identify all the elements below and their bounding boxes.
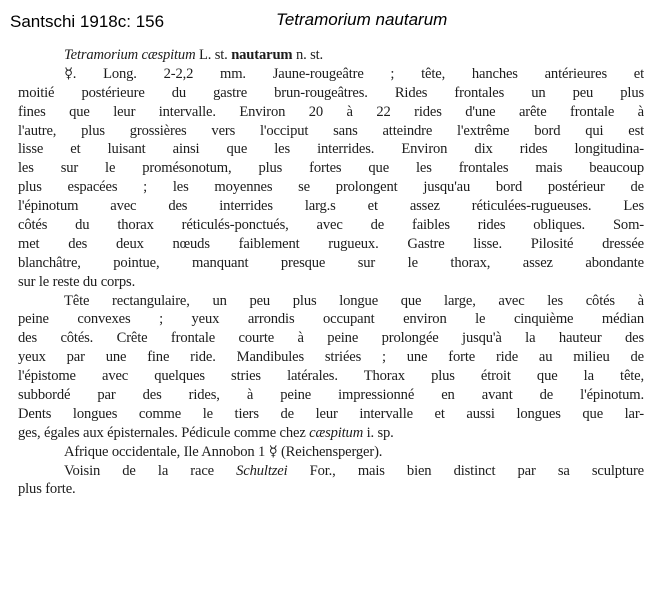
title-status: n. st. bbox=[295, 47, 324, 63]
species-ref-schultzei: Schultzei bbox=[236, 462, 288, 479]
title-name: nautarum bbox=[231, 47, 293, 63]
text-line bbox=[18, 462, 644, 481]
text-line: lisse et luisant ainsi que les interrides. Environ dix rides longitudina- bbox=[18, 141, 644, 158]
citation-label: Santschi 1918c: 156 bbox=[10, 12, 165, 31]
text-line: Tête rectangulaire, un peu plus longue que large, avec les côtés à bbox=[64, 292, 644, 309]
figure-header bbox=[10, 8, 650, 36]
text-line: sur le reste du corps. bbox=[18, 273, 136, 290]
text-line: moitié postérieure du gastre brun-rougeâtres. Rides frontales un peu plus bbox=[18, 84, 644, 101]
text-line: des côtés. Crête frontale courte à peine prolongée jusqu'à la hauteur des bbox=[18, 330, 644, 347]
title-author: L. st. bbox=[198, 47, 228, 63]
text-line: plus forte. bbox=[18, 481, 76, 498]
text-line: les sur le promésonotum, plus fortes que les frontales mais beaucoup bbox=[18, 160, 644, 177]
text-line: l'autre, plus grossières vers l'occiput sans atteindre l'extrême bord qui est bbox=[18, 122, 644, 139]
species-ref-caespitum: cæspitum bbox=[309, 424, 364, 441]
text-line-end: i. sp. bbox=[366, 424, 394, 441]
text-line: ☿. Long. 2-2,2 mm. Jaune-rougeâtre ; tête, hanches antérieures et bbox=[64, 65, 644, 82]
text-line-start: Voisin de la race bbox=[64, 462, 214, 479]
text-line: yeux par une fine ride. Mandibules striées ; une forte ride au milieu de bbox=[18, 349, 644, 366]
text-line: blanchâtre, pointue, manquant presque sur le thorax, assez abondante bbox=[18, 254, 644, 271]
text-line-end: For., mais bien distinct par sa sculpture bbox=[309, 462, 644, 479]
text-line: côtés du thorax réticulés-ponctués, avec de faibles rides obliques. Som- bbox=[18, 217, 644, 234]
text-line-start: ges, égales aux épisternales. Pédicule comme chez bbox=[18, 424, 306, 441]
text-line: Dents longues comme le tiers de leur intervalle et aussi longues que lar- bbox=[18, 405, 644, 422]
text-line: plus espacées ; les moyennes se prolongent jusqu'au bord postérieur de bbox=[18, 179, 644, 196]
locality-line: Afrique occidentale, Ile Annobon 1 ☿ (Reichensperger). bbox=[64, 443, 383, 460]
text-line: met des deux nœuds faiblement rugueux. Gastre lisse. Pilosité dressée bbox=[18, 235, 644, 252]
text-line: l'épistome avec quelques stries latérales. Thorax plus étroit que la tête, bbox=[18, 368, 644, 385]
taxon-label: Tetramorium nautarum bbox=[276, 10, 448, 29]
scanned-text-block bbox=[18, 46, 644, 586]
text-line: l'épinotum avec des interrides larg.s et assez réticulées-rugueuses. Les bbox=[18, 198, 644, 215]
text-line: peine convexes ; yeux arrondis occupant environ le cinquième médian bbox=[18, 311, 644, 328]
text-line bbox=[18, 424, 644, 443]
species-title bbox=[18, 46, 644, 65]
title-genus-species: Tetramorium cæspitum bbox=[64, 47, 196, 63]
text-line: fines que leur intervalle. Environ 20 à 22 rides d'une arête frontale à bbox=[18, 103, 644, 120]
text-line: subbordé par des rides, à peine impressionné en avant de l'épinotum. bbox=[18, 387, 644, 404]
